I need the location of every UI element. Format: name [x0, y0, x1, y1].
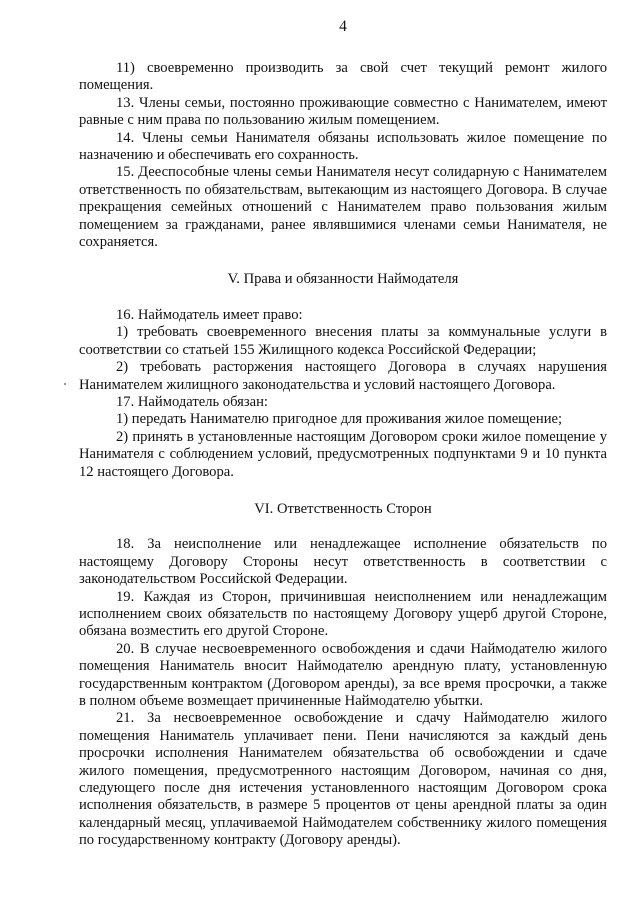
paragraph-13: 13. Члены семьи, постоянно проживающие совместно с Нанимателем, имеют равные с ним права по пользованию жилым помещением. — [79, 94, 607, 129]
scan-speck — [64, 383, 66, 385]
paragraph-16: 16. Наймодатель имеет право: — [116, 306, 303, 323]
paragraph-18: 18. За неисполнение или ненадлежащее исполнение обязательств по настоящему Договору Стороны несут ответственность в соответствии с законодательством Российской Федерации. — [79, 536, 607, 588]
paragraph-17-item-1: 1) передать Нанимателю пригодное для проживания жилое помещение; — [116, 411, 563, 428]
page-number: 4 — [339, 18, 347, 35]
paragraph-20: 20. В случае несвоевременного освобождения и сдачи Наймодателю жилого помещения Наниматель вносит Наймодателю арендную плату, установленную государственным контрактом (Договором аренды), за все время просрочки, а также в полном объеме возмещает причиненные Наймодателю убытки. — [79, 640, 607, 709]
document-body — [79, 60, 607, 850]
paragraph-15: 15. Дееспособные члены семьи Нанимателя несут солидарную с Нанимателем ответственность по обязательствам, вытекающим из настоящего Договора. В случае прекращения семейных отношений с Нанимателем право пользования жилым помещением за гражданами, ранее являвшимися членами семьи Нанимателя, не сохраняется. — [79, 164, 607, 251]
paragraph-16-item-1: 1) требовать своевременного внесения платы за коммунальные услуги в соответствии со статьей 155 Жилищного кодекса Российской Федерации; — [79, 324, 607, 358]
section-v-heading: V. Права и обязанности Наймодателя — [227, 271, 459, 288]
paragraph-19: 19. Каждая из Сторон, причинившая неисполнением или ненадлежащим исполнением своих обязательств по настоящему Договору ущерб другой Стороне, обязана возместить его другой Стороне. — [79, 588, 607, 640]
paragraph-14: 14. Члены семьи Нанимателя обязаны использовать жилое помещение по назначению и обеспечивать его сохранность. — [79, 129, 607, 164]
paragraph-17-item-2: 2) принять в установленные настоящим Договором сроки жилое помещение у Нанимателя с соблюдением условий, предусмотренных подпунктами 9 и 10 пункта 12 настоящего Договора. — [79, 428, 607, 480]
paragraph-11: 11) своевременно производить за свой счет текущий ремонт жилого помещения. — [79, 60, 607, 94]
paragraph-21: 21. За несвоевременное освобождение и сдачу Наймодателю жилого помещения Наниматель уплачивает пени. Пени начисляются за каждый день просрочки исполнения Нанимателем обязательства об освобождении и сдаче жилого помещения, предусмотренного настоящим Договором, начиная со дня, следующего после дня истечения установленного настоящим Договором срока исполнения обязательств, в размере 5 процентов от цены арендной платы за один календарный месяц, уплачиваемой Наймодателем собственнику жилого помещения по государственному контракту (Договору аренды). — [79, 710, 607, 849]
paragraph-17: 17. Наймодатель обязан: — [116, 393, 268, 410]
section-vi-heading: VI. Ответственность Сторон — [254, 500, 432, 517]
paragraph-16-item-2: 2) требовать расторжения настоящего Договора в случаях нарушения Нанимателем жилищного законодательства и условий настоящего Договора. — [79, 359, 607, 393]
